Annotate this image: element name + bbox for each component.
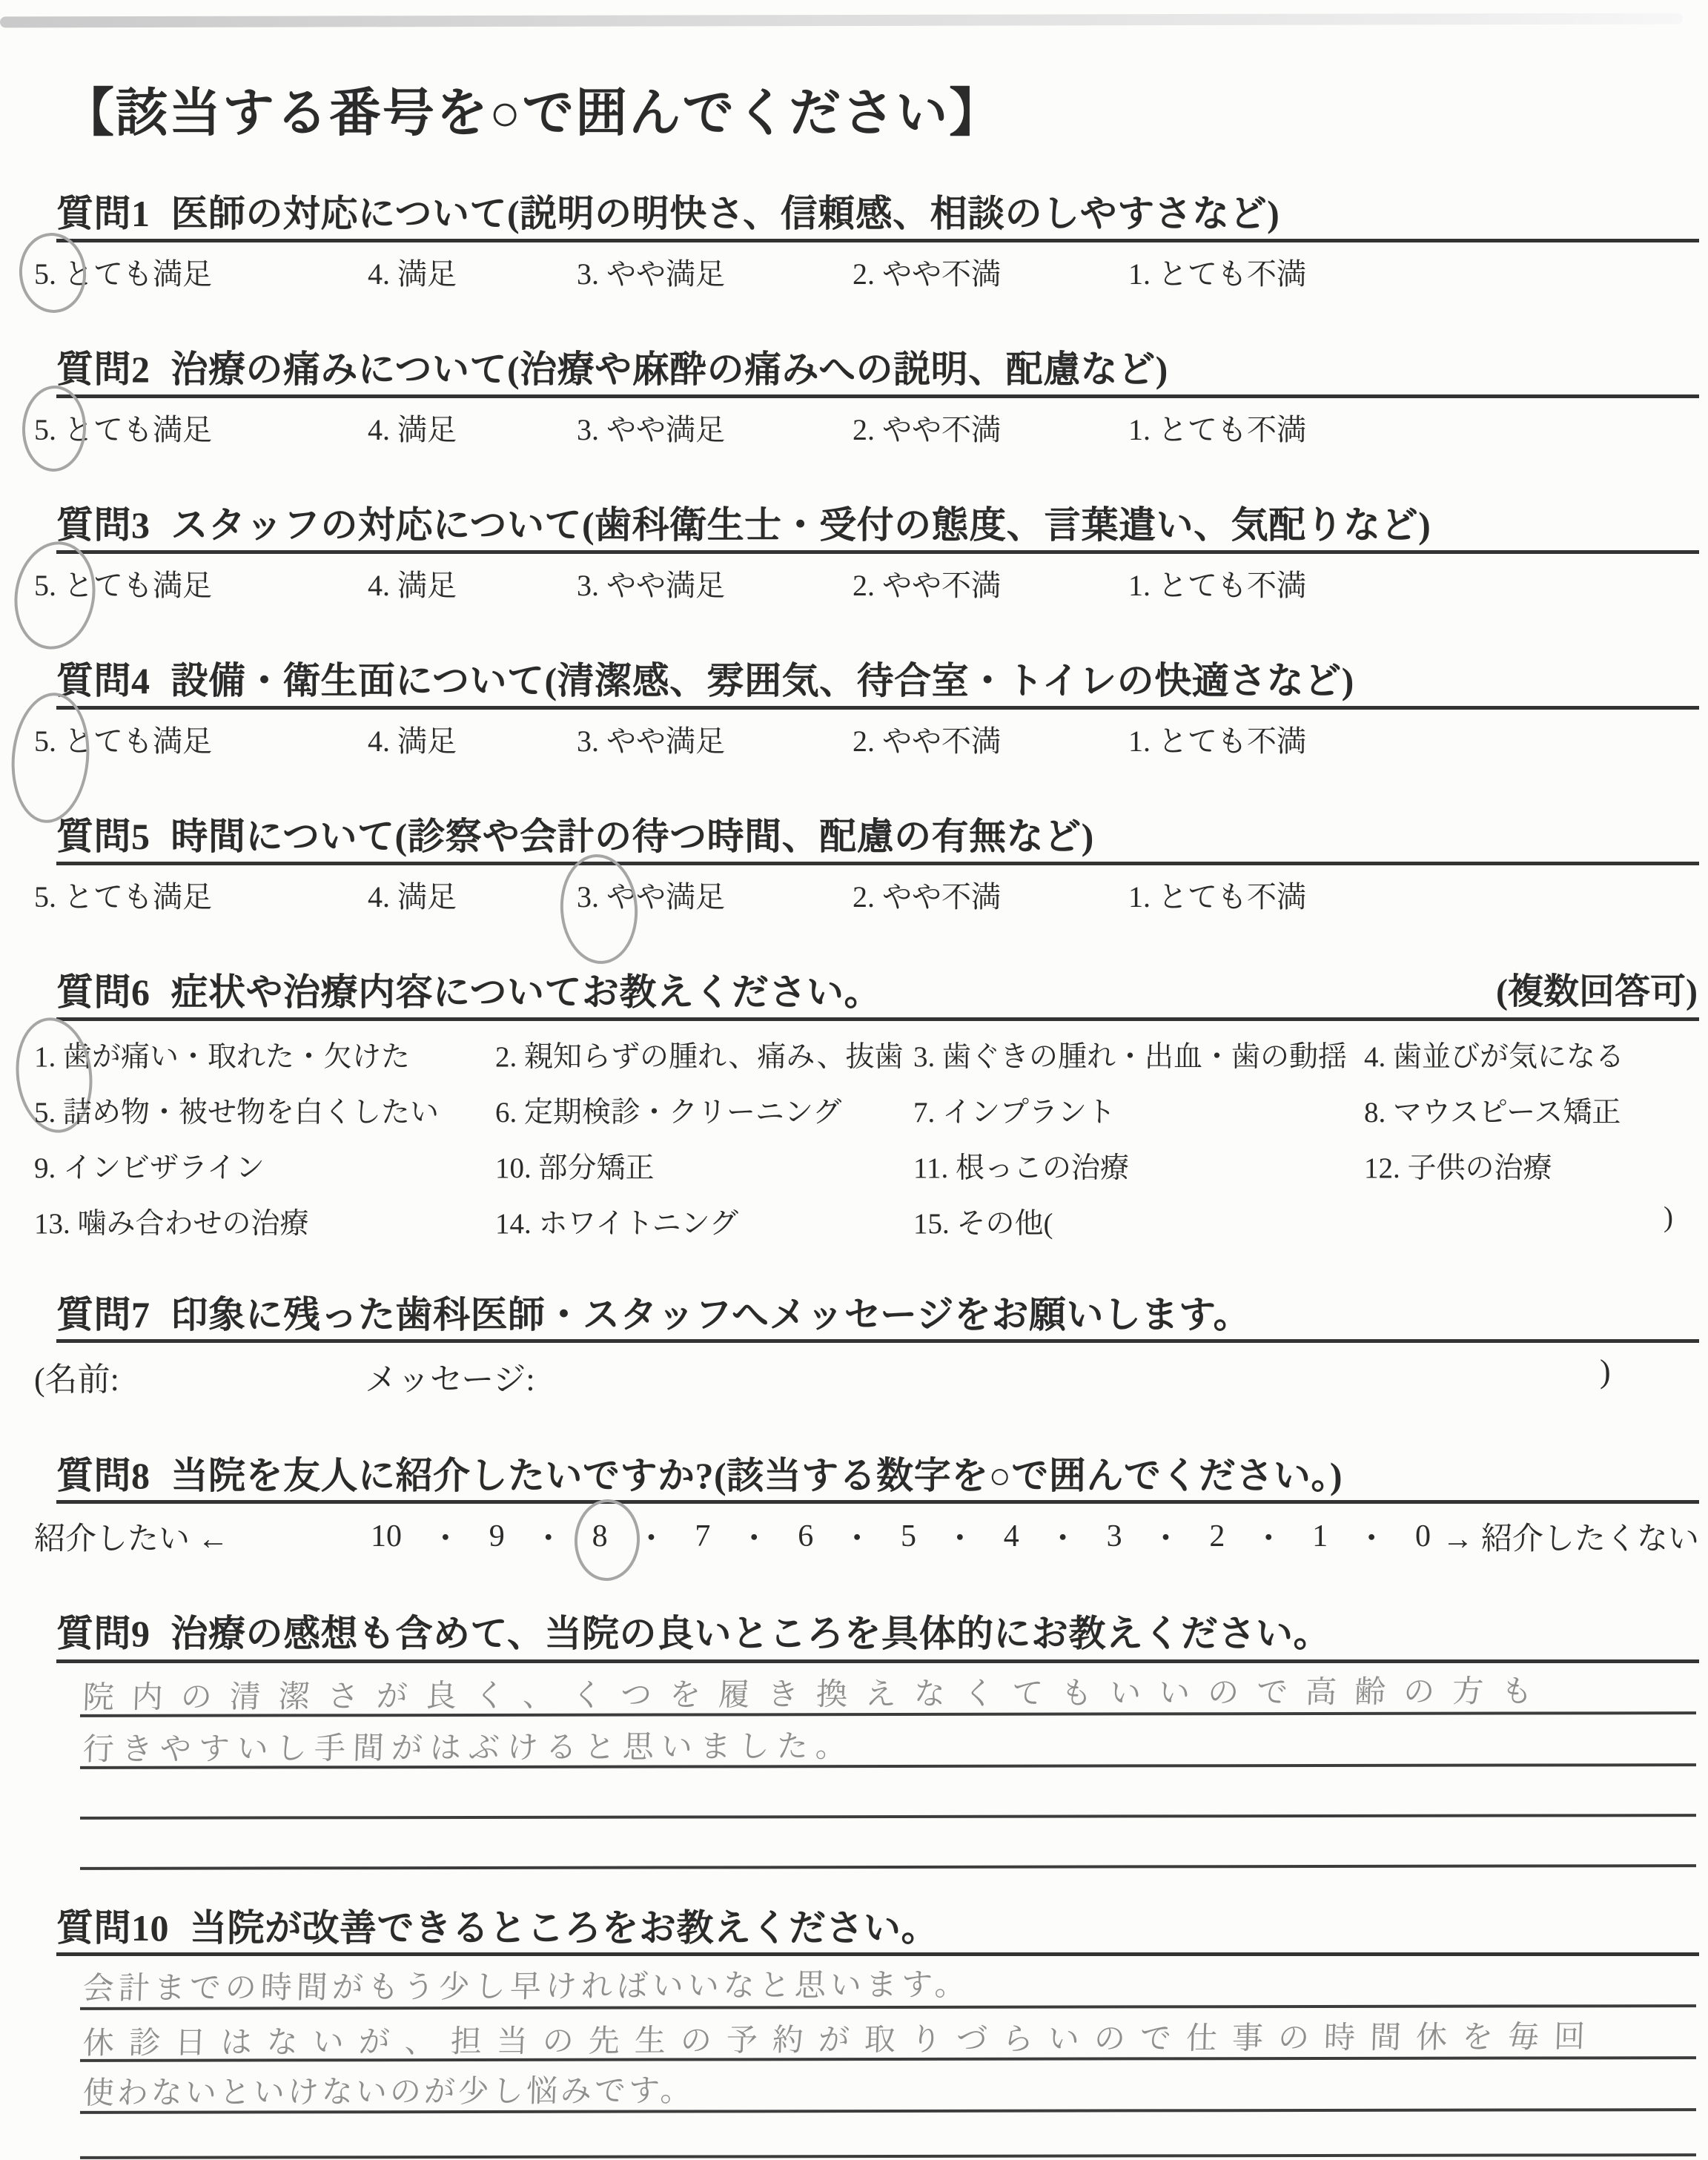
question-5-header: [56, 807, 1094, 860]
question-5-label: 質問5: [56, 816, 150, 857]
divider-q8: [56, 1500, 1699, 1504]
q6-option-2: 2. 親知らずの腫れ、痛み、抜歯: [495, 1041, 904, 1073]
q10-ruled-line-4: [80, 2153, 1696, 2159]
q1-option-3: 3. やや満足: [577, 257, 725, 291]
question-3-title: スタッフの対応について(歯科衛生士・受付の態度、言葉遣い、気配りなど): [171, 504, 1431, 546]
q6-row-2: [0, 1089, 1708, 1135]
question-10-label: 質問10: [56, 1907, 169, 1949]
divider-q4: [56, 706, 1699, 710]
q4-options: [0, 718, 1708, 764]
question-5-title: 時間について(診察や会計の待つ時間、配慮の有無など): [171, 816, 1094, 857]
q6-option-1-label: 1. 歯が痛い・取れた・欠けた: [34, 1041, 411, 1073]
dot-separator: ・: [635, 1522, 667, 1556]
q8-number-3: 3: [1106, 1519, 1122, 1553]
q6-other-close-paren: ): [1664, 1201, 1673, 1233]
q4-option-2: 2. やや不満: [853, 724, 1001, 758]
question-1-title: 医師の対応について(説明の明快さ、信頼感、相談のしやすさなど): [171, 193, 1280, 234]
q10-handwriting-line-2: 休診日はないが、担当の先生の予約が取りづらいので仕事の時間休を毎回: [82, 2018, 1601, 2061]
q5-option-4: 4. 満足: [368, 880, 457, 914]
question-7-header: [56, 1285, 1251, 1338]
q2-option-5: [34, 406, 212, 449]
q6-row-3: [0, 1145, 1708, 1191]
question-8-header: [56, 1446, 1343, 1499]
q8-number-8: [592, 1519, 608, 1554]
q5-option-5: 5. とても満足: [34, 880, 212, 914]
q5-option-3-label: 3. やや満足: [577, 880, 725, 914]
dot-separator: ・: [841, 1522, 873, 1556]
question-1-header: [56, 184, 1280, 237]
q6-option-15: 15. その他(: [913, 1208, 1053, 1240]
q4-option-3: 3. やや満足: [577, 724, 725, 758]
q6-option-9: 9. インビザライン: [34, 1152, 265, 1184]
q6-option-1: [34, 1034, 410, 1075]
q1-option-5-label: 5. とても満足: [34, 257, 212, 291]
q6-option-4: 4. 歯並びが気になる: [1364, 1041, 1625, 1073]
question-2-header: [56, 340, 1168, 393]
q1-option-1: 1. とても不満: [1128, 257, 1306, 291]
question-10-title: 当院が改善できるところをお教えください。: [190, 1907, 939, 1949]
q9-handwriting-line-1: 院内の清潔さが良く、くつを履き換えなくてもいいので高齢の方も: [82, 1672, 1551, 1716]
q8-number-2: 2: [1209, 1519, 1225, 1553]
dot-separator: ・: [1150, 1522, 1182, 1556]
divider-q2: [56, 394, 1699, 398]
dot-separator: ・: [1253, 1522, 1285, 1556]
q10-handwriting-line-1: 会計までの時間がもう少し早ければいいなと思います。: [82, 1966, 971, 2007]
q8-number-8-label: 8: [592, 1519, 608, 1553]
question-3-header: [56, 495, 1431, 549]
q6-row-4: [0, 1200, 1708, 1246]
q6-option-12: 12. 子供の治療: [1364, 1152, 1552, 1184]
q3-option-5-label: 5. とても満足: [34, 569, 212, 602]
q1-option-5: [34, 251, 212, 293]
q6-option-8: 8. マウスピース矯正: [1364, 1097, 1621, 1129]
q3-options: [0, 562, 1708, 608]
question-4-header: [56, 651, 1354, 704]
q8-right-text: 紹介したくない: [1480, 1522, 1699, 1556]
q6-option-11: 11. 根っこの治療: [913, 1152, 1130, 1184]
divider-q9: [56, 1659, 1699, 1663]
q6-row-1: [0, 1034, 1708, 1080]
q8-number-1: 1: [1312, 1519, 1328, 1553]
q10-handwriting-line-3: 使わないといけないのが少し悩みです。: [82, 2072, 695, 2111]
q6-option-10: 10. 部分矯正: [495, 1152, 655, 1184]
q1-option-4: 4. 満足: [368, 257, 457, 291]
q8-right-arrow: →: [1442, 1522, 1474, 1556]
question-2-title: 治療の痛みについて(治療や麻酔の痛みへの説明、配慮など): [171, 349, 1168, 390]
pen-circle-q4: [7, 690, 95, 826]
question-9-header: [56, 1604, 1331, 1657]
divider-q7: [56, 1339, 1699, 1343]
q7-name-label: (名前:: [34, 1361, 119, 1398]
q2-option-5-label: 5. とても満足: [34, 413, 212, 446]
q8-left-arrow: ←: [197, 1522, 229, 1556]
question-10-header: [56, 1898, 939, 1952]
q5-option-2: 2. やや不満: [853, 880, 1001, 914]
q4-option-5-label: 5. とても満足: [34, 724, 212, 758]
q6-option-6: 6. 定期検診・クリーニング: [495, 1097, 842, 1129]
q5-option-3: [577, 873, 725, 916]
q4-option-4: 4. 満足: [368, 724, 457, 758]
dot-separator: ・: [1356, 1522, 1388, 1556]
dot-separator: ・: [944, 1522, 976, 1556]
q8-right-label: [1442, 1514, 1699, 1559]
q2-option-1: 1. とても不満: [1128, 413, 1306, 446]
q6-option-7: 7. インプラント: [913, 1097, 1116, 1129]
question-6-note: (複数回答可): [1496, 972, 1698, 1011]
q4-option-5: [34, 718, 212, 760]
dot-separator: ・: [532, 1522, 564, 1556]
q2-options: [0, 406, 1708, 452]
q2-option-4: 4. 満足: [368, 413, 457, 446]
q8-left-label: [34, 1514, 229, 1559]
question-4-title: 設備・衛生面について(清潔感、雰囲気、待合室・トイレの快適さなど): [171, 660, 1354, 701]
dot-separator: ・: [1047, 1522, 1079, 1556]
q3-option-1: 1. とても不満: [1128, 569, 1306, 602]
question-8-title: 当院を友人に紹介したいですか?(該当する数字を○で囲んでください。): [171, 1455, 1343, 1496]
question-7-title: 印象に残った歯科医師・スタッフへメッセージをお願いします。: [171, 1294, 1251, 1335]
q3-option-4: 4. 満足: [368, 569, 457, 602]
q8-number-6: 6: [798, 1519, 814, 1553]
page-title: 【該当する番号を○で囲んでください】: [62, 85, 1003, 142]
divider-q6: [56, 1017, 1699, 1021]
dot-separator: ・: [738, 1522, 770, 1556]
q6-option-13: 13. 噛み合わせの治療: [34, 1208, 309, 1240]
question-8-label: 質問8: [56, 1455, 150, 1496]
q8-left-text: 紹介したい: [34, 1522, 191, 1556]
divider-q3: [56, 550, 1699, 554]
q1-option-2: 2. やや不満: [853, 257, 1001, 291]
q8-number-7: 7: [695, 1519, 711, 1553]
q9-ruled-line-4: [80, 1864, 1696, 1870]
question-6-header: [56, 962, 881, 1016]
q3-option-2: 2. やや不満: [853, 569, 1001, 602]
q8-number-5: 5: [900, 1519, 916, 1553]
question-3-label: 質問3: [56, 504, 150, 546]
q8-scale-row: [0, 1514, 1708, 1563]
q6-option-5: 5. 詰め物・被せ物を白くしたい: [34, 1097, 440, 1129]
divider-q5: [56, 862, 1699, 865]
q9-ruled-line-3: [80, 1814, 1696, 1820]
question-1-label: 質問1: [56, 193, 150, 234]
question-2-label: 質問2: [56, 349, 150, 390]
q2-option-3: 3. やや満足: [577, 413, 725, 446]
q8-number-10: 10: [371, 1519, 402, 1553]
q9-handwriting-line-2: 行きやすいし手間がはぶけると思いました。: [82, 1727, 855, 1768]
q8-number-0: 0: [1414, 1519, 1431, 1553]
scan-artifact-bar: [0, 13, 1683, 28]
question-7-label: 質問7: [56, 1294, 150, 1335]
question-9-title: 治療の感想も含めて、当院の良いところを具体的にお教えください。: [171, 1613, 1331, 1654]
q7-close-paren: ): [1600, 1353, 1611, 1390]
q8-number-4: 4: [1003, 1519, 1019, 1553]
question-6-title: 症状や治療内容についてお教えください。: [171, 971, 881, 1013]
divider-q10: [56, 1952, 1699, 1956]
question-6-label: 質問6: [56, 971, 150, 1013]
q8-scale-numbers: [371, 1514, 1431, 1559]
q6-option-14: 14. ホワイトニング: [495, 1208, 738, 1240]
q5-option-1: 1. とても不満: [1128, 880, 1306, 914]
q7-message-label: メッセージ:: [365, 1361, 535, 1398]
q6-option-3: 3. 歯ぐきの腫れ・出血・歯の動揺: [913, 1041, 1348, 1073]
question-9-label: 質問9: [56, 1613, 150, 1654]
q2-option-2: 2. やや不満: [853, 413, 1001, 446]
divider-q1: [56, 239, 1699, 242]
q5-options: [0, 873, 1708, 919]
q4-option-1: 1. とても不満: [1128, 724, 1306, 758]
q3-option-3: 3. やや満足: [577, 569, 725, 602]
q1-options: [0, 251, 1708, 297]
dot-separator: ・: [429, 1522, 461, 1556]
question-4-label: 質問4: [56, 660, 150, 701]
q8-number-9: 9: [489, 1519, 505, 1553]
q3-option-5: [34, 562, 212, 604]
